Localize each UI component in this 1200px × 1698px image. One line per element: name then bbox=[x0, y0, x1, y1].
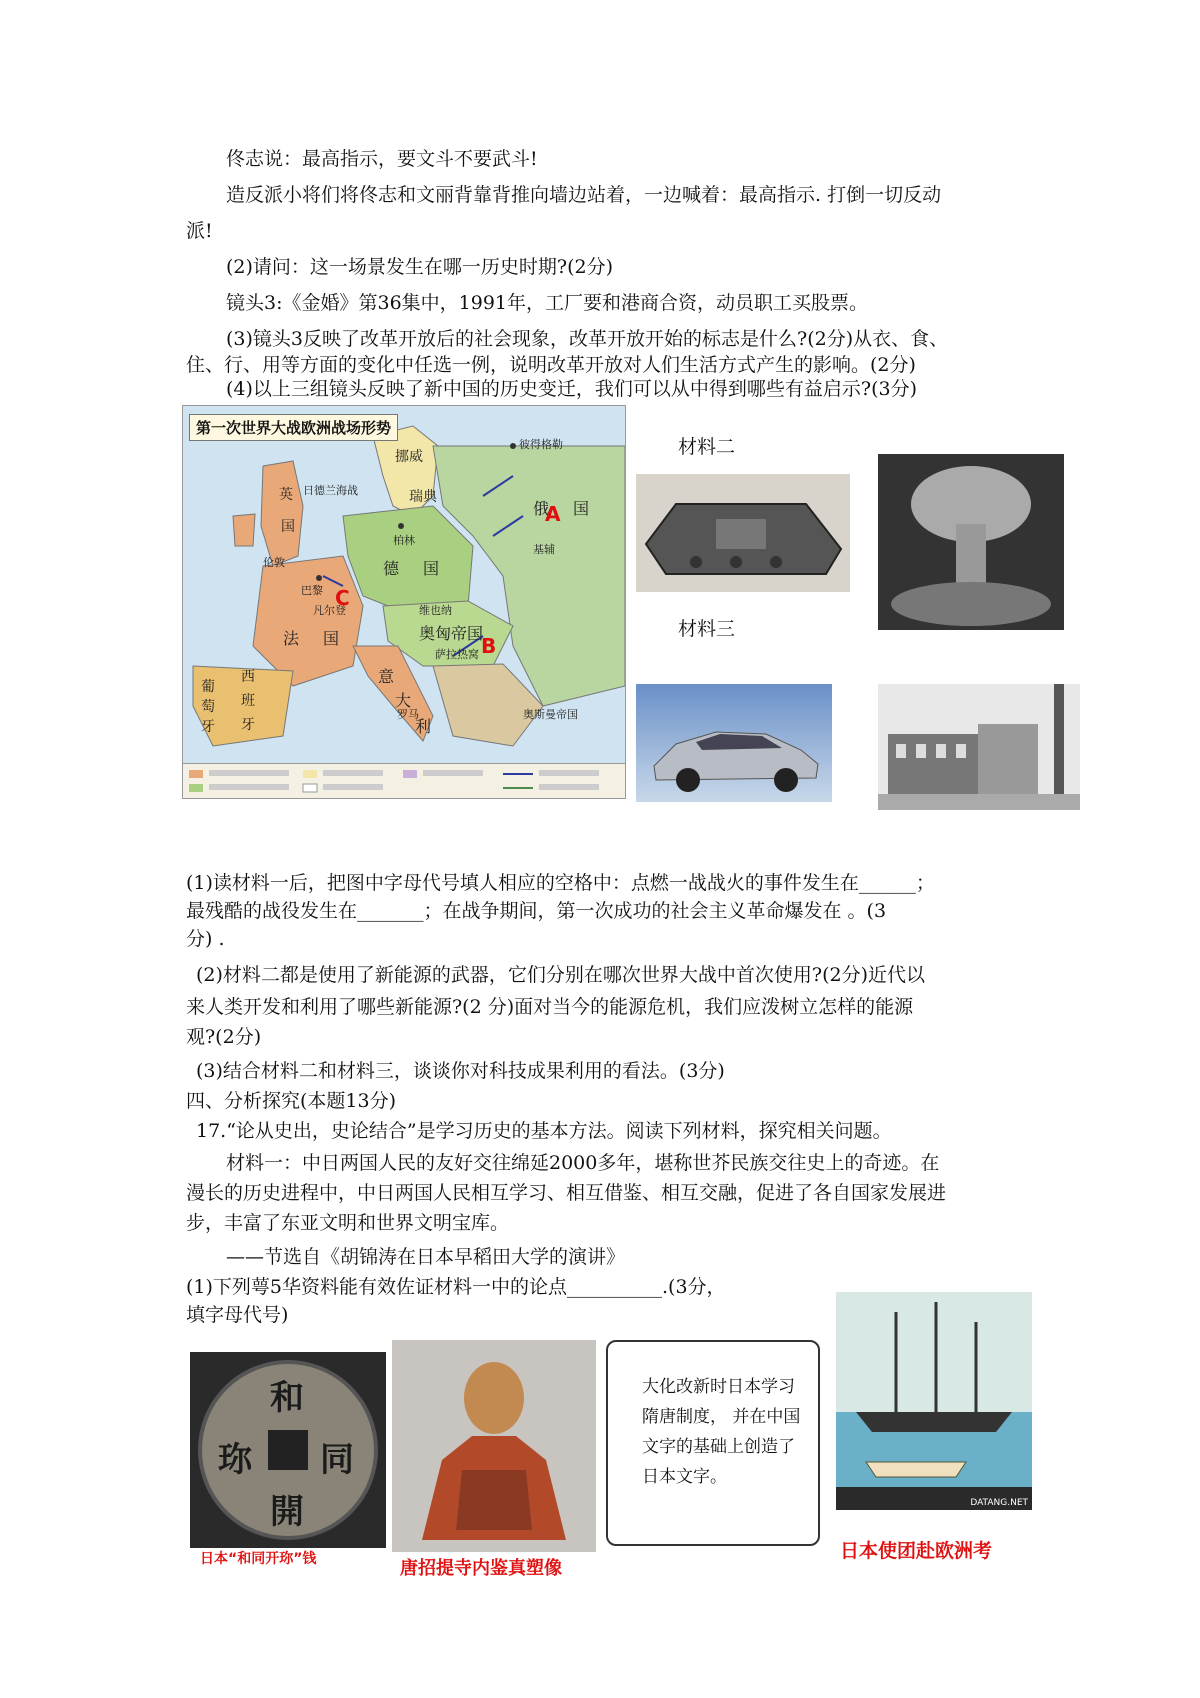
map-label: 英 bbox=[279, 487, 293, 503]
text-line: 分) . bbox=[186, 928, 225, 950]
map-label: 罗马 bbox=[397, 708, 419, 721]
statue-graphic bbox=[392, 1340, 596, 1552]
text-line: 来人类开发和利用了哪些新能源?(2 分)面对当今的能源危机，我们应泼树立怎样的能源 bbox=[186, 996, 914, 1018]
map-label: 柏林 bbox=[393, 534, 415, 547]
watermark: DATANG.NET bbox=[970, 1498, 1028, 1508]
map-label: 基辅 bbox=[533, 543, 555, 556]
text-line: 步，丰富了东亚文明和世界文明宝库。 bbox=[186, 1212, 510, 1234]
text-line: 漫长的历史进程中，中日两国人民相互学习、相互借鉴、相互交融，促进了各自国家发展进 bbox=[186, 1182, 947, 1204]
map-label: 伦敦 bbox=[263, 556, 285, 569]
statue-caption: 唐招提寺内鉴真塑像 bbox=[400, 1558, 562, 1579]
ship-painting bbox=[836, 1292, 1032, 1510]
legend-swatches bbox=[183, 764, 625, 798]
map-label: 维也纳 bbox=[419, 604, 452, 617]
ship-graphic bbox=[836, 1292, 1032, 1510]
map-label: 凡尔登 bbox=[313, 604, 346, 617]
map-title: 第一次世界大战欧洲战场形势 bbox=[189, 414, 398, 441]
map-label: 巴黎 bbox=[301, 584, 323, 597]
material-3-label: 材料三 bbox=[678, 618, 736, 640]
text-line: 观?(2分) bbox=[186, 1026, 262, 1048]
ship-caption: 日本使团赴欧洲考 bbox=[840, 1540, 993, 1562]
map-label: 法 bbox=[283, 629, 300, 648]
car-photo bbox=[636, 684, 832, 802]
coin-char: 和 bbox=[270, 1378, 304, 1418]
coin-photo bbox=[190, 1352, 386, 1548]
tank-graphic bbox=[636, 474, 850, 592]
map-label: 德 bbox=[383, 559, 400, 578]
power-station-graphic bbox=[878, 684, 1080, 810]
text-line: 最残酷的战役发生在_______；在战争期间，第一次成功的社会主义革命爆发在 。(3 bbox=[186, 900, 887, 922]
map-label: 日德兰海战 bbox=[303, 484, 358, 497]
text-line: 派! bbox=[186, 220, 213, 242]
map-label: 奥匈帝国 bbox=[419, 624, 484, 643]
text-line: 填字母代号) bbox=[186, 1304, 289, 1326]
map-label: 牙 bbox=[241, 717, 255, 733]
question-1: (1)读材料一后，把图中字母代号填人相应的空格中：点燃一战战火的事件发生在______； bbox=[186, 872, 935, 894]
map-label: 瑞典 bbox=[409, 489, 437, 505]
map-label: 葡 bbox=[201, 679, 215, 695]
map-letter-c: C bbox=[335, 586, 350, 610]
map-label: 牙 bbox=[201, 719, 215, 735]
map-label: 国 bbox=[281, 519, 295, 535]
mushroom-cloud-graphic bbox=[878, 454, 1064, 630]
coin-char: 珎 bbox=[218, 1440, 252, 1480]
coin-char: 同 bbox=[320, 1440, 354, 1480]
question-3: (3)镜头3反映了改革开放后的社会现象，改革开放开始的标志是什么?(2分)从衣、食、 bbox=[226, 328, 949, 350]
map-label: 国 bbox=[573, 499, 590, 518]
power-station-photo bbox=[878, 684, 1080, 810]
map-label: 意 bbox=[378, 667, 395, 686]
wwi-europe-map bbox=[182, 405, 626, 799]
text-line: 佟志说：最高指示，要文斗不要武斗! bbox=[226, 148, 538, 170]
map-legend bbox=[183, 763, 625, 798]
question-4: (4)以上三组镜头反映了新中国的历史变迁，我们可以从中得到哪些有益启示?(3分) bbox=[226, 378, 918, 400]
question-2: (2)请问：这一场景发生在哪一历史时期?(2分) bbox=[226, 256, 614, 278]
question-3b: (3)结合材料二和材料三，谈谈你对科技成果利用的看法。(3分) bbox=[196, 1060, 725, 1082]
mushroom-cloud-photo bbox=[878, 454, 1064, 630]
map-label: 利 bbox=[415, 717, 432, 736]
section-heading: 四、分析探究(本题13分) bbox=[186, 1090, 397, 1112]
map-label: 俄 bbox=[533, 499, 550, 518]
map-label: 彼得格勒 bbox=[519, 438, 563, 451]
map-label: 萨拉热窝 bbox=[435, 648, 479, 661]
map-label: 挪威 bbox=[395, 449, 423, 465]
map-label: 国 bbox=[423, 559, 440, 578]
text-line: 镜头3:《金婚》第36集中，1991年，工厂要和港商合资，动员职工买股票。 bbox=[226, 292, 869, 314]
map-letter-a: A bbox=[545, 502, 561, 526]
question-2b: (2)材料二都是使用了新能源的武器，它们分别在哪次世界大战中首次使用?(2分)近代以 bbox=[196, 964, 926, 986]
material-2-label: 材料二 bbox=[678, 436, 736, 458]
map-label: 国 bbox=[323, 629, 340, 648]
map-label: 大 bbox=[395, 691, 412, 710]
citation: ——节选自《胡锦涛在日本早稻田大学的演讲》 bbox=[226, 1246, 626, 1268]
material-1-text: 材料一：中日两国人民的友好交往绵延2000多年，堪称世芥民族交往史上的奇迹。在 bbox=[226, 1152, 940, 1174]
map-label: 萄 bbox=[201, 699, 215, 715]
text-line: 住、行、用等方面的变化中任选一例，说明改革开放对人们生活方式产生的影响。(2分) bbox=[186, 354, 916, 376]
coin-caption: 日本“和同开珎”钱 bbox=[200, 1551, 317, 1567]
scroll-text-box bbox=[606, 1340, 820, 1546]
jianzhen-statue-photo bbox=[392, 1340, 596, 1552]
car-graphic bbox=[636, 684, 832, 802]
question-17: 17.“论从史出，史论结合”是学习历史的基本方法。阅读下列材料，探究相关问题。 bbox=[196, 1120, 892, 1142]
coin-char: 開 bbox=[270, 1492, 304, 1532]
map-label: 西 bbox=[241, 669, 255, 685]
map-letter-b: B bbox=[481, 634, 497, 658]
question-17-1: (1)下列萼5华资料能有效佐证材料一中的论点__________.(3分， bbox=[186, 1276, 726, 1298]
text-line: 造反派小将们将佟志和文丽背靠背推向墙边站着，一边喊着：最高指示. 打倒一切反动 bbox=[226, 184, 942, 206]
tank-photo bbox=[636, 474, 850, 592]
map-label: 奥斯曼帝国 bbox=[523, 708, 578, 721]
map-label: 班 bbox=[241, 693, 255, 709]
scroll-text: 大化改新时日本学习隋唐制度， 并在中国文字的基础上创造了日本文字。 bbox=[642, 1377, 801, 1487]
